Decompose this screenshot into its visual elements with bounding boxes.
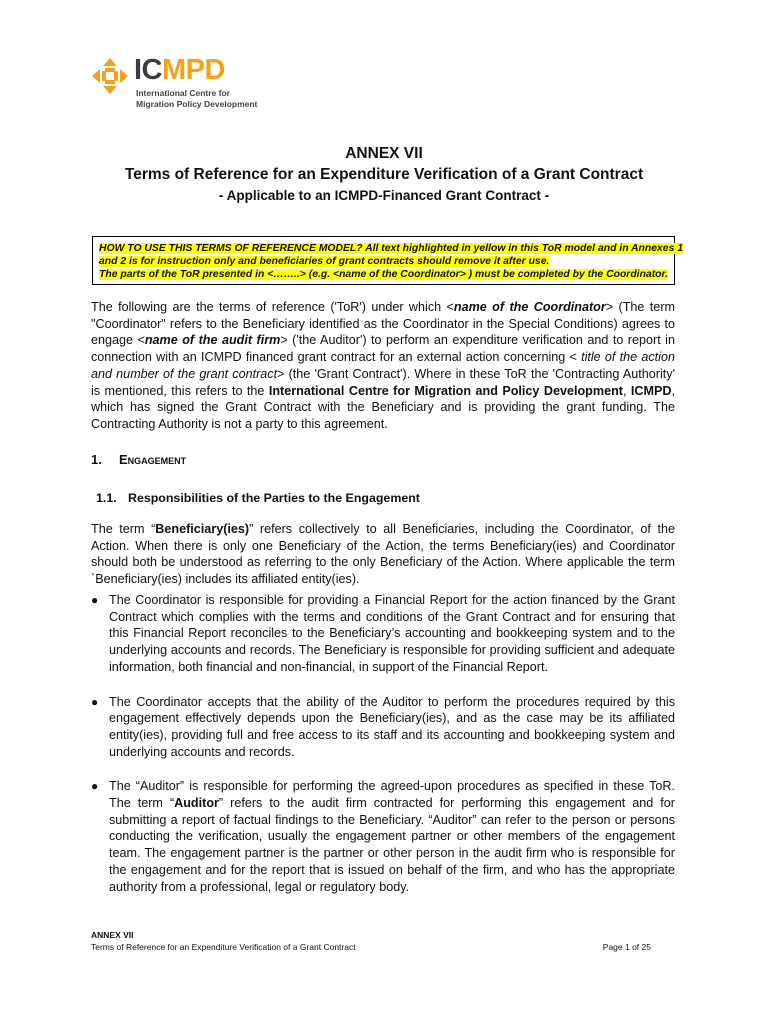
list-item: ● The “Auditor” is responsible for performing the agreed-upon procedures as specified in these ToR. The term “Auditor” refers to the audit firm contracted for performing this engagement and for submitting a report of factual findings to the Beneficiary. “Auditor” can refer to the person or persons conducting the verification, usually the engagement partner or other members of the engagement team. The engagement partner is the partner or other person in the audit firm who is responsible for the engagement and for the report that is issued on behalf of the firm, and who has the appropriate authority from a professional, legal or regulatory body.	[91, 779, 675, 894]
responsibilities-list	[91, 592, 675, 913]
page-number: Page 1 of 25	[602, 942, 651, 952]
list-item: ● The Coordinator accepts that the ability of the Auditor to perform the procedures required by this engagement effectively depends upon the Beneficiary(ies), and as the case may be its affiliated entity(ies), providing full and free access to its staff and its accounting and bookkeeping system and underlying accounts and records.	[91, 694, 675, 759]
subtitle: - Applicable to an ICMPD-Financed Grant Contract -	[218, 188, 550, 203]
document-title	[80, 144, 688, 206]
bullet-icon: ●	[91, 593, 99, 607]
note-line-3: The parts of the ToR presented in <……..> (e.g. <name of the Coordinator> ) must be completed by the Coordinator.	[99, 269, 668, 280]
list-item: ● The Coordinator is responsible for providing a Financial Report for the action financed by the Grant Contract which complies with the terms and conditions of the Grant Contract and for ensuring that this Financial Report reconciles to the Beneficiary’s accounting and bookkeeping system and to the underlying accounts and records. The Beneficiary is responsible for providing sufficient and adequate information, both financial and non-financial, in support of the Financial Report.	[91, 593, 675, 674]
page-footer	[91, 929, 675, 953]
instruction-note-box	[92, 236, 684, 285]
intro-paragraph: The following are the terms of reference ('ToR') under which <name of the Coordinator> (The term "Coordinator" refers to the Beneficiary identified as the Coordinator in the Special Conditions) agrees to engage <name of the audit firm> ('the Auditor') to perform an expenditure verification and to report in connection with an ICMPD financed grant contract for an external action concerning < title of the action and number of the grant contract> (the 'Grant Contract'). Where in these ToR the 'Contracting Authority' is mentioned, this refers to the International Centre for Migration and Policy Development, ICMPD, which has signed the Grant Contract with the Beneficiary and is providing the grant funding. The Contracting Authority is not a party to this agreement.	[91, 300, 676, 431]
footer-annex: ANNEX VII	[91, 930, 134, 940]
note-line-1: HOW TO USE THIS TERMS OF REFERENCE MODEL? All text highlighted in yellow in this ToR model and in Annexes 1	[99, 243, 684, 254]
section-1-heading: 1. Engagement	[91, 452, 187, 467]
footer-title: Terms of Reference for an Expenditure Verification of a Grant Contract	[91, 942, 356, 952]
icmpd-logo-mark-icon	[90, 56, 130, 96]
note-line-2: and 2 is for instruction only and beneficiaries of grant contracts should remove it after use.	[99, 256, 550, 267]
annex-heading: ANNEX VII	[345, 145, 423, 162]
main-title: Terms of Reference for an Expenditure Verification of a Grant Contract	[124, 166, 644, 183]
logo-wordmark: ICMPD	[134, 54, 225, 86]
logo-subtitle: International Centre for Migration Policy Development	[136, 88, 258, 109]
bullet-icon: ●	[91, 694, 99, 709]
bullet-icon: ●	[91, 779, 99, 794]
icmpd-logo	[90, 52, 330, 112]
section-1-1-heading: 1.1. Responsibilities of the Parties to the Engagement	[96, 491, 420, 505]
beneficiary-definition-paragraph: The term “Beneficiary(ies)” refers collectively to all Beneficiaries, including the Coordinator, of the Action. When there is only one Beneficiary of the Action, the terms Beneficiary(ies) and Coordinator should both be understood as referring to the only Beneficiary of the Action. Where applicable the term `Beneficiary(ies) includes its affiliated entity(ies).	[91, 522, 675, 587]
